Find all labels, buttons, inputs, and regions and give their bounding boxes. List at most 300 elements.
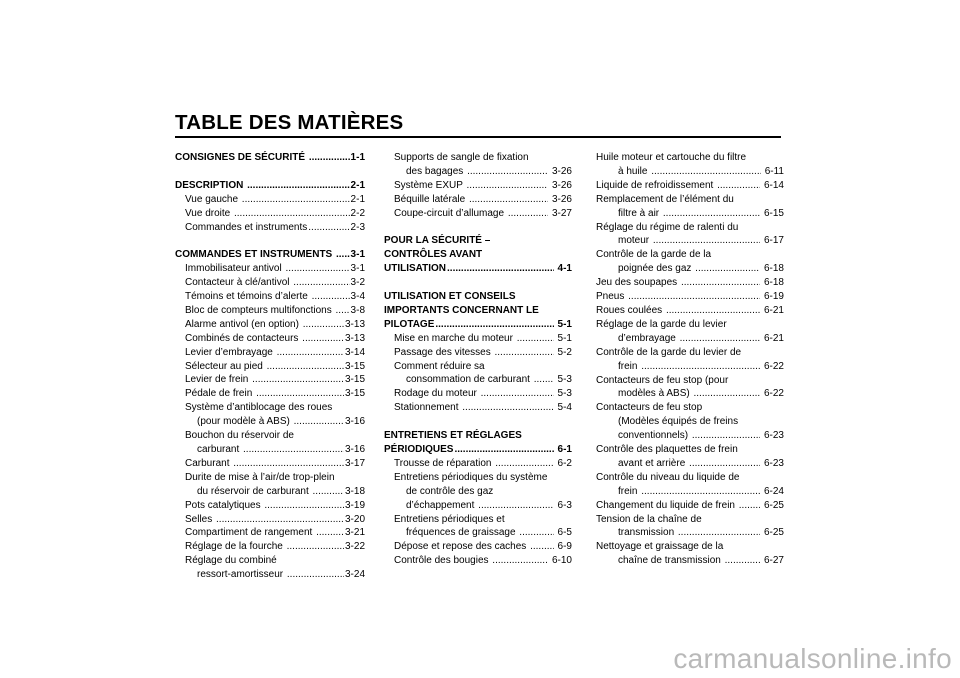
- dot-leader: [309, 151, 350, 165]
- toc-entry[interactable]: [384, 193, 572, 207]
- toc-page-number: 6-22: [761, 388, 784, 400]
- toc-entry-text: de contrôle des gaz: [406, 485, 494, 497]
- toc-entry-text: Entretiens périodiques et: [394, 513, 505, 525]
- toc-entry-text: Tension de la chaîne de: [596, 513, 702, 525]
- dot-leader: [692, 429, 760, 443]
- toc-entry-text: Sélecteur au pied: [185, 360, 266, 372]
- dot-leader: [242, 193, 350, 207]
- dot-leader: [216, 513, 344, 527]
- toc-entry[interactable]: [596, 165, 784, 179]
- dot-leader: [252, 373, 344, 387]
- toc-page-number: 3-15: [344, 360, 365, 372]
- dot-leader: [695, 262, 760, 276]
- toc-page-number: 6-17: [761, 235, 784, 247]
- toc-entry[interactable]: [175, 387, 365, 401]
- toc-entry-text: COMMANDES ET INSTRUMENTS: [175, 249, 335, 261]
- dot-leader: [302, 332, 344, 346]
- toc-section-heading[interactable]: [384, 318, 572, 332]
- toc-entry-text: Système EXUP: [394, 179, 466, 191]
- toc-entry-text: UTILISATION: [384, 263, 447, 275]
- toc-entry-text: du réservoir de carburant: [197, 485, 312, 497]
- toc-entry-text: d’échappement: [406, 499, 478, 511]
- toc-page-number: 3-15: [344, 388, 365, 400]
- toc-entry[interactable]: [175, 332, 365, 346]
- toc-entry[interactable]: [384, 332, 572, 346]
- toc-entry[interactable]: [384, 346, 572, 360]
- toc-entry-text: IMPORTANTS CONCERNANT LE: [384, 304, 539, 316]
- toc-page-number: 5-1: [554, 318, 572, 330]
- toc-entry-text: Remplacement de l’élément du: [596, 193, 734, 205]
- toc-entry-text: ressort-amortisseur: [197, 569, 286, 581]
- toc-section-heading: [384, 304, 572, 318]
- toc-page-number: 6-10: [549, 555, 572, 567]
- dot-leader: [680, 332, 761, 346]
- toc-entry-text: filtre à air: [618, 207, 662, 219]
- toc-page-number: 3-27: [549, 207, 572, 219]
- toc-entry: [596, 248, 784, 262]
- dot-leader: [313, 485, 344, 499]
- toc-entry[interactable]: [596, 276, 784, 290]
- toc-entry-text: Passage des vitesses: [394, 346, 494, 358]
- toc-column-2: [384, 151, 572, 568]
- toc-entry[interactable]: [175, 193, 365, 207]
- toc-page-number: 3-22: [344, 541, 365, 553]
- toc-entry: [596, 221, 784, 235]
- toc-entry-text: Réglage du combiné: [185, 555, 277, 567]
- toc-page-number: 6-2: [554, 457, 572, 469]
- toc-entry: [596, 471, 784, 485]
- toc-entry: [596, 193, 784, 207]
- dot-leader: [653, 234, 760, 248]
- toc-page-number: 6-24: [761, 485, 784, 497]
- toc-entry-text: Bloc de compteurs multifonctions: [185, 304, 335, 316]
- dot-leader: [534, 373, 554, 387]
- toc-page-number: 3-16: [344, 416, 365, 428]
- dot-leader: [678, 526, 760, 540]
- toc-entry[interactable]: [175, 207, 365, 221]
- dot-leader: [689, 457, 760, 471]
- toc-entry[interactable]: [384, 401, 572, 415]
- toc-section-heading[interactable]: [384, 443, 572, 457]
- toc-section-heading[interactable]: [175, 151, 365, 165]
- dot-leader: [739, 499, 760, 513]
- toc-page-number: 6-25: [761, 527, 784, 539]
- toc-page-number: 5-3: [554, 374, 572, 386]
- toc-entry-text: Contrôle des plaquettes de frein: [596, 444, 738, 456]
- toc-entry-text: (Modèles équipés de freins: [618, 416, 739, 428]
- dot-leader: [435, 318, 553, 332]
- toc-page-number: 6-3: [554, 499, 572, 511]
- toc-entry[interactable]: [596, 234, 784, 248]
- toc-entry-text: Nettoyage et graissage de la: [596, 541, 724, 553]
- dot-leader: [725, 554, 761, 568]
- toc-page-number: 5-2: [554, 346, 572, 358]
- toc-spacer: [384, 276, 572, 290]
- toc-entry-text: Coupe-circuit d’allumage: [394, 207, 507, 219]
- dot-leader: [287, 540, 344, 554]
- dot-leader: [277, 346, 344, 360]
- toc-entry-text: conventionnels): [618, 430, 691, 442]
- dot-leader: [508, 207, 548, 221]
- toc-entry[interactable]: [596, 499, 784, 513]
- toc-page-number: 4-1: [554, 263, 572, 275]
- toc-entry-text: CONTRÔLES AVANT: [384, 249, 483, 261]
- toc-page-number: 2-1: [350, 179, 365, 191]
- toc-page-number: 3-4: [350, 291, 365, 303]
- toc-entry-text: poignée des gaz: [618, 263, 695, 275]
- toc-entry-text: Bouchon du réservoir de: [185, 430, 294, 442]
- toc-entry: [384, 485, 572, 499]
- dot-leader: [256, 387, 344, 401]
- toc-entry-text: Jeu des soupapes: [596, 277, 680, 289]
- toc-entry-text: PILOTAGE: [384, 318, 435, 330]
- toc-entry-text: (pour modèle à ABS): [197, 416, 293, 428]
- toc-entry-text: Rodage du moteur: [394, 388, 480, 400]
- page-title: TABLE DES MATIÈRES: [175, 111, 404, 134]
- toc-entry-text: Réglage de la garde du levier: [596, 318, 727, 330]
- toc-entry-text: des bagages: [406, 165, 467, 177]
- toc-page-number: 3-15: [344, 374, 365, 386]
- toc-entry-text: Vue gauche: [185, 193, 241, 205]
- toc-page-number: 5-3: [554, 388, 572, 400]
- toc-entry-text: d’embrayage: [618, 332, 679, 344]
- dot-leader: [336, 248, 350, 262]
- dot-leader: [530, 540, 554, 554]
- dot-leader: [462, 401, 554, 415]
- toc-entry-text: Huile moteur et cartouche du filtre: [596, 152, 747, 163]
- toc-entry[interactable]: [175, 318, 365, 332]
- dot-leader: [481, 387, 554, 401]
- toc-section-heading[interactable]: [175, 179, 365, 193]
- toc-entry[interactable]: [384, 165, 572, 179]
- toc-page-number: 6-25: [761, 499, 784, 511]
- dot-leader: [303, 318, 344, 332]
- toc-page-number: 6-1: [554, 443, 572, 455]
- toc-entry-text: Vue droite: [185, 207, 233, 219]
- dot-leader: [243, 443, 344, 457]
- toc-entry[interactable]: [596, 207, 784, 221]
- toc-page-number: 3-16: [344, 444, 365, 455]
- toc-page-number: 3-8: [350, 304, 365, 316]
- toc-entry-text: Dépose et repose des caches: [394, 541, 530, 553]
- dot-leader: [495, 457, 554, 471]
- toc-entry[interactable]: [175, 513, 365, 527]
- dot-leader: [693, 387, 760, 401]
- toc-page-number: 3-26: [549, 193, 572, 205]
- toc-entry-text: Réglage de la fourche: [185, 541, 286, 553]
- toc-entry[interactable]: [384, 526, 572, 540]
- toc-page-number: 2-2: [350, 207, 365, 219]
- toc-entry[interactable]: [596, 457, 784, 471]
- toc-page-number: 3-18: [344, 485, 365, 497]
- toc-section-heading[interactable]: [175, 248, 365, 262]
- toc-page-number: 6-21: [761, 332, 784, 344]
- toc-entry[interactable]: [175, 346, 365, 360]
- toc-entry[interactable]: [596, 485, 784, 499]
- toc-entry-text: Contrôle des bougies: [394, 555, 492, 567]
- toc-entry[interactable]: [175, 221, 365, 235]
- toc-section-heading: [384, 234, 572, 248]
- toc-entry[interactable]: [596, 429, 784, 443]
- toc-entry[interactable]: [596, 304, 784, 318]
- toc-spacer: [384, 415, 572, 429]
- toc-entry[interactable]: [596, 360, 784, 374]
- toc-entry-text: Trousse de réparation: [394, 457, 495, 469]
- dot-leader: [467, 179, 549, 193]
- toc-entry[interactable]: [384, 499, 572, 513]
- toc-page-number: 2-3: [350, 221, 365, 233]
- toc-page-number: 5-1: [554, 332, 572, 344]
- toc-entry-text: moteur: [618, 235, 652, 247]
- toc-entry-text: CONSIGNES DE SÉCURITÉ: [175, 152, 308, 163]
- toc-page-number: 6-23: [761, 457, 784, 469]
- toc-section-heading: [384, 429, 572, 443]
- dot-leader: [651, 165, 761, 179]
- toc-entry[interactable]: [596, 290, 784, 304]
- dot-leader: [285, 262, 349, 276]
- toc-entry[interactable]: [384, 387, 572, 401]
- toc-page-number: 3-17: [344, 457, 365, 469]
- toc-entry[interactable]: [596, 262, 784, 276]
- toc-entry[interactable]: [175, 526, 365, 540]
- toc-entry-text: Changement du liquide de frein: [596, 499, 738, 511]
- toc-entry-text: Comment réduire sa: [394, 360, 485, 372]
- toc-page-number: 3-14: [344, 346, 365, 358]
- dot-leader: [454, 443, 553, 457]
- toc-entry-text: DESCRIPTION: [175, 179, 247, 191]
- toc-entry-text: Levier d’embrayage: [185, 346, 276, 358]
- toc-page-number: 3-24: [344, 569, 365, 581]
- toc-entry: [596, 443, 784, 457]
- toc-page-number: 3-2: [350, 277, 365, 289]
- dot-leader: [287, 568, 344, 582]
- dot-leader: [467, 165, 548, 179]
- dot-leader: [628, 290, 760, 304]
- toc-entry[interactable]: [384, 373, 572, 387]
- toc-entry-text: Levier de frein: [185, 374, 252, 386]
- toc-entry: [175, 471, 365, 485]
- toc-entry-text: fréquences de graissage: [406, 527, 519, 539]
- toc-page-number: 5-4: [554, 402, 572, 414]
- toc-entry-text: Carburant: [185, 457, 233, 469]
- toc-entry[interactable]: [596, 526, 784, 540]
- toc-column-3: [596, 151, 784, 568]
- dot-leader: [294, 415, 344, 429]
- dot-leader: [267, 360, 344, 374]
- dot-leader: [447, 262, 554, 276]
- toc-entry[interactable]: [384, 179, 572, 193]
- toc-entry-text: Stationnement: [394, 402, 462, 414]
- dot-leader: [517, 332, 554, 346]
- toc-entry-text: transmission: [618, 527, 677, 539]
- toc-entry-text: Entretiens périodiques du système: [394, 471, 548, 483]
- toc-page-number: 6-22: [761, 360, 784, 372]
- toc-entry-text: consommation de carburant: [406, 374, 533, 386]
- toc-entry-text: POUR LA SÉCURITÉ –: [384, 235, 491, 247]
- dot-leader: [519, 526, 553, 540]
- dot-leader: [336, 304, 350, 318]
- toc-entry-text: Contrôle de la garde du levier de: [596, 346, 742, 358]
- toc-column-1: [175, 151, 365, 582]
- toc-entry[interactable]: [175, 415, 365, 429]
- toc-entry: [596, 401, 784, 415]
- toc-entry[interactable]: [175, 499, 365, 513]
- dot-leader: [663, 207, 760, 221]
- toc-entry: [175, 429, 365, 443]
- dot-leader: [641, 485, 760, 499]
- toc-spacer: [384, 221, 572, 235]
- toc-entry-text: Combinés de contacteurs: [185, 332, 302, 344]
- toc-entry-text: Mise en marche du moteur: [394, 332, 516, 344]
- toc-entry[interactable]: [384, 540, 572, 554]
- toc-entry-text: Contacteurs de feu stop: [596, 402, 703, 414]
- toc-entry-text: Système d’antiblocage des roues: [185, 402, 333, 414]
- toc-entry: [175, 554, 365, 568]
- dot-leader: [717, 179, 760, 193]
- toc-entry: [596, 151, 784, 165]
- toc-entry-text: frein: [618, 485, 641, 497]
- toc-entry-text: Contacteurs de feu stop (pour: [596, 374, 729, 386]
- toc-page-number: 6-23: [761, 430, 784, 442]
- toc-entry-text: Commandes et instruments: [185, 221, 308, 233]
- toc-entry-text: Pédale de frein: [185, 388, 256, 400]
- toc-entry-text: Contrôle de la garde de la: [596, 249, 712, 261]
- toc-entry[interactable]: [175, 540, 365, 554]
- toc-entry[interactable]: [596, 179, 784, 193]
- toc-page-number: 3-21: [344, 527, 365, 539]
- toc-entry: [596, 415, 784, 429]
- dot-leader: [666, 304, 760, 318]
- toc-entry-text: Pots catalytiques: [185, 499, 264, 511]
- toc-section-heading[interactable]: [384, 262, 572, 276]
- toc-entry[interactable]: [175, 443, 365, 457]
- toc-entry[interactable]: [175, 262, 365, 276]
- toc-entry[interactable]: [175, 568, 365, 582]
- toc-page-number: 3-13: [344, 332, 365, 344]
- dot-leader: [312, 290, 350, 304]
- toc-entry[interactable]: [384, 554, 572, 568]
- toc-entry: [596, 374, 784, 388]
- toc-page-number: 1-1: [350, 152, 365, 163]
- title-divider: [175, 136, 781, 138]
- toc-entry[interactable]: [175, 276, 365, 290]
- toc-entry[interactable]: [175, 373, 365, 387]
- toc-entry: [175, 401, 365, 415]
- toc-entry: [384, 151, 572, 165]
- toc-page-number: 6-11: [761, 165, 784, 177]
- toc-page-number: 3-20: [344, 513, 365, 525]
- toc-page-number: 6-14: [761, 179, 784, 191]
- toc-entry: [384, 471, 572, 485]
- toc-entry-text: UTILISATION ET CONSEILS: [384, 291, 516, 303]
- toc-entry: [596, 346, 784, 360]
- toc-entry-text: Béquille latérale: [394, 193, 468, 205]
- toc-section-heading: [384, 290, 572, 304]
- toc-entry-text: ENTRETIENS ET RÉGLAGES: [384, 430, 522, 442]
- toc-page-number: 3-19: [344, 499, 365, 511]
- toc-entry: [596, 540, 784, 554]
- toc-page-number: 6-21: [761, 304, 784, 316]
- toc-entry-text: Témoins et témoins d’alerte: [185, 291, 311, 303]
- dot-leader: [681, 276, 760, 290]
- toc-entry-text: Immobilisateur antivol: [185, 263, 285, 275]
- toc-page-number: 6-15: [761, 207, 784, 219]
- dot-leader: [234, 207, 350, 221]
- dot-leader: [469, 193, 548, 207]
- toc-section-heading: [384, 248, 572, 262]
- toc-entry[interactable]: [175, 457, 365, 471]
- toc-entry-text: Selles: [185, 513, 216, 525]
- dot-leader: [264, 499, 344, 513]
- toc-entry-text: Supports de sangle de fixation: [394, 152, 529, 163]
- toc-entry-text: Compartiment de rangement: [185, 527, 316, 539]
- toc-entry: [596, 513, 784, 527]
- toc-page-number: 6-27: [761, 555, 784, 567]
- toc-page-number: 3-1: [350, 249, 365, 261]
- toc-entry[interactable]: [175, 290, 365, 304]
- dot-leader: [641, 360, 760, 374]
- toc-page-number: 6-9: [554, 541, 572, 553]
- site-watermark[interactable]: carmanualsonline.info: [673, 643, 952, 674]
- toc-entry[interactable]: [596, 387, 784, 401]
- toc-entry-text: avant et arrière: [618, 457, 689, 469]
- toc-entry-text: Roues coulées: [596, 304, 665, 316]
- toc-entry: [596, 318, 784, 332]
- toc-entry[interactable]: [175, 304, 365, 318]
- toc-entry[interactable]: [384, 457, 572, 471]
- toc-entry[interactable]: [596, 332, 784, 346]
- toc-entry[interactable]: [175, 485, 365, 499]
- toc-entry-text: Alarme antivol (en option): [185, 318, 302, 330]
- toc-entry: [384, 360, 572, 374]
- toc-entry: [384, 513, 572, 527]
- toc-page-number: 6-18: [761, 277, 784, 289]
- dot-leader: [308, 221, 349, 235]
- toc-entry-text: Liquide de refroidissement: [596, 179, 717, 191]
- toc-entry-text: Pneus: [596, 291, 628, 303]
- dot-leader: [478, 499, 554, 513]
- toc-entry-text: chaîne de transmission: [618, 555, 724, 567]
- toc-entry-text: frein: [618, 360, 641, 372]
- toc-entry-text: Contacteur à clé/antivol: [185, 277, 293, 289]
- toc-entry-text: Contrôle du niveau du liquide de: [596, 471, 740, 483]
- toc-spacer: [175, 165, 365, 179]
- toc-page-number: 2-1: [350, 193, 365, 205]
- toc-entry[interactable]: [175, 360, 365, 374]
- toc-spacer: [175, 234, 365, 248]
- toc-page-number: 3-26: [549, 179, 572, 191]
- toc-entry-text: à huile: [618, 165, 651, 177]
- toc-entry-text: carburant: [197, 444, 243, 455]
- toc-page-number: 6-18: [761, 263, 784, 275]
- toc-entry[interactable]: [384, 207, 572, 221]
- toc-entry-text: Réglage du régime de ralenti du: [596, 221, 739, 233]
- toc-entry-text: modèles à ABS): [618, 388, 693, 400]
- dot-leader: [293, 276, 349, 290]
- dot-leader: [495, 346, 554, 360]
- dot-leader: [247, 179, 349, 193]
- dot-leader: [316, 526, 344, 540]
- dot-leader: [233, 457, 344, 471]
- dot-leader: [492, 554, 548, 568]
- toc-page-number: 3-13: [344, 318, 365, 330]
- toc-page-number: 3-26: [549, 165, 572, 177]
- toc-page-number: 6-19: [761, 291, 784, 303]
- toc-entry[interactable]: [596, 554, 784, 568]
- toc-entry-text: PÉRIODIQUES: [384, 443, 454, 455]
- toc-entry-text: Durite de mise à l’air/de trop-plein: [185, 471, 335, 483]
- toc-page-number: 6-5: [554, 527, 572, 539]
